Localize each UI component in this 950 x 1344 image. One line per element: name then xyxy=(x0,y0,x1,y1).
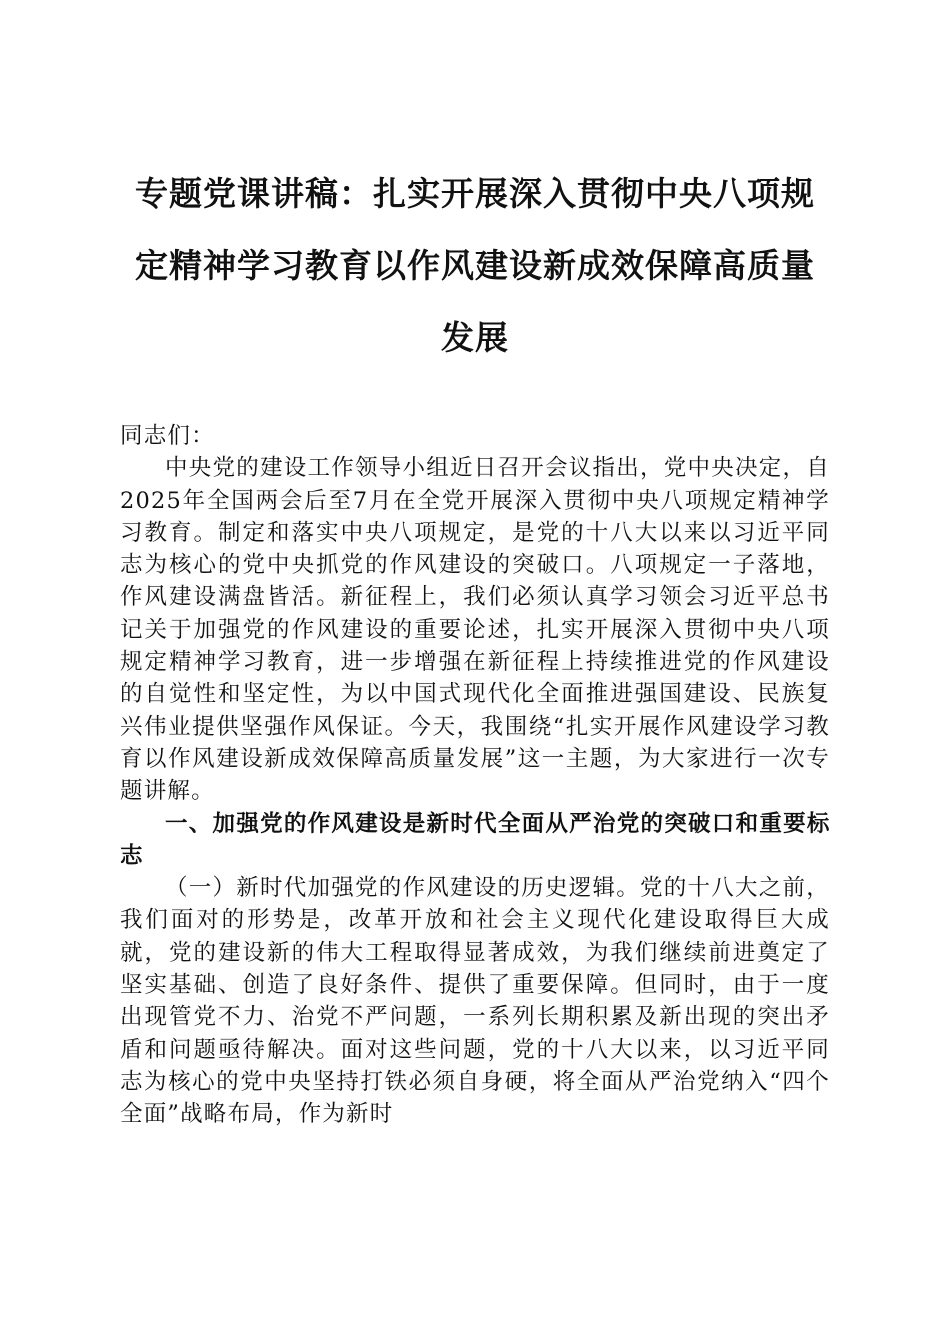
document-title: 专题党课讲稿：扎实开展深入贯彻中央八项规定精神学习教育以作风建设新成效保障高质量发展 xyxy=(135,174,815,357)
subsection-paragraph: （一）新时代加强党的作风建设的历史逻辑。党的十八大之前，我们面对的形势是，改革开放和社会主义现代化建设取得巨大成就，党的建设新的伟大工程取得显著成效，为我们继续前进奠定了坚实基础、创造了良好条件、提供了重要保障。但同时，由于一度出现管党不力、治党不严问题，一系列长期积累及新出现的突出矛盾和问题亟待解决。面对这些问题，党的十八大以来，以习近平同志为核心的党中央坚持打铁必须自身硬，将全面从严治党纳入“四个全面”战略布局，作为新时 xyxy=(120,875,830,1128)
section-heading: 一、加强党的作风建设是新时代全面从严治党的突破口和重要标志 xyxy=(120,810,830,869)
intro-paragraph: 中央党的建设工作领导小组近日召开会议指出，党中央决定，自2025年全国两会后至7月在全党开展深入贯彻中央八项规定精神学习教育。制定和落实中央八项规定，是党的十八大以来以习近平同志为核心的党中央抓党的作风建设的突破口。八项规定一子落地，作风建设满盘皆活。新征程上，我们必须认真学习领会习近平总书记关于加强党的作风建设的重要论述，扎实开展深入贯彻中央八项规定精神学习教育，进一步增强在新征程上持续推进党的作风建设的自觉性和坚定性，为以中国式现代化全面推进强国建设、民族复兴伟业提供坚强作风保证。今天，我围绕“扎实开展作风建设学习教育以作风建设新成效保障高质量发展”这一主题，为大家进行一次专题讲解。 xyxy=(120,455,830,805)
salutation: 同志们： xyxy=(120,423,215,449)
document-body xyxy=(120,420,830,1131)
